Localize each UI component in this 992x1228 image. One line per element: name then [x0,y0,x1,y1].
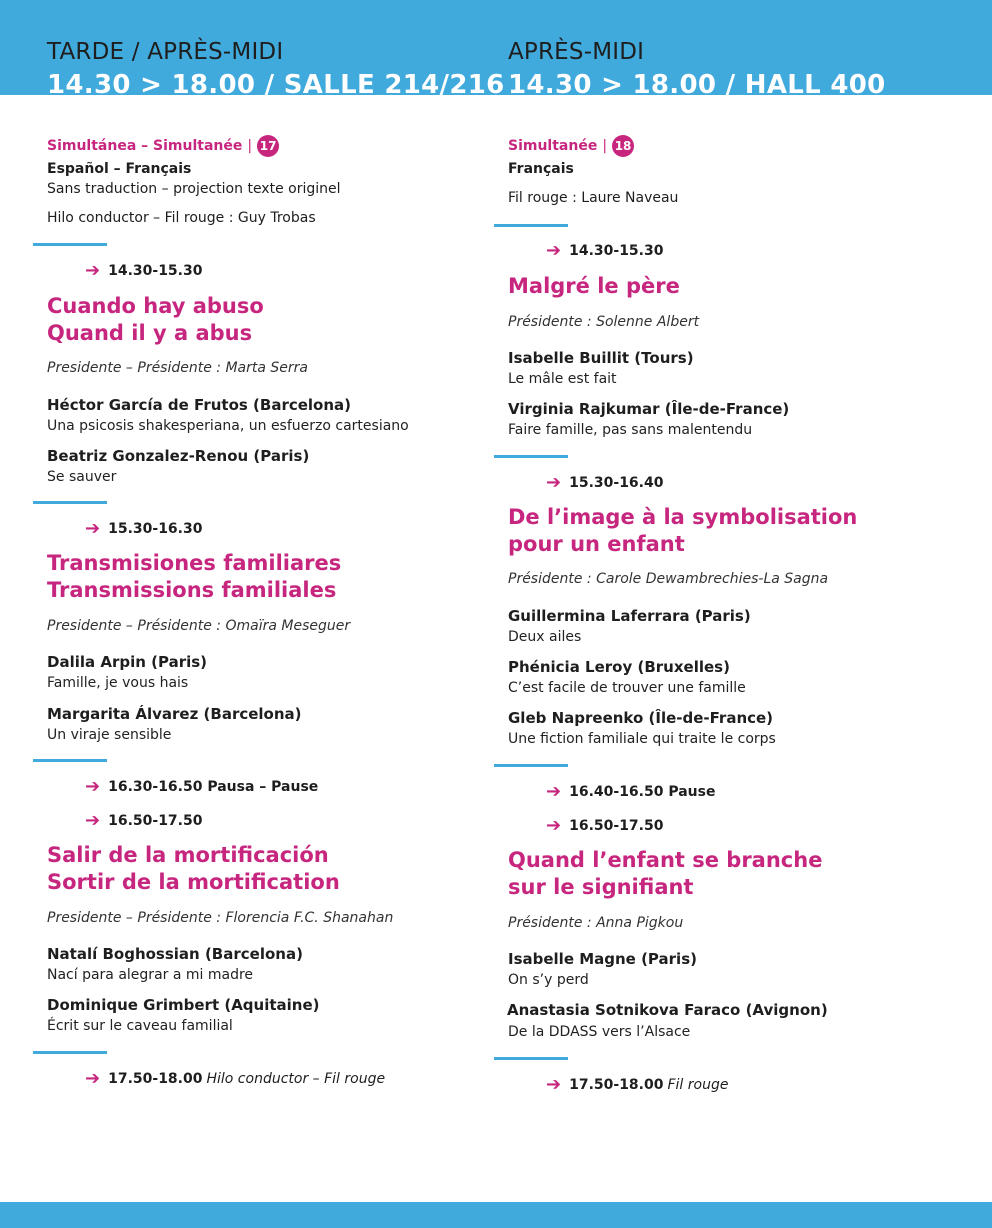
right-s3-speaker2-name: Anastasia Sotnikova Faraco (Avignon) [507,1001,828,1019]
left-header-time-room: 14.30 > 18.00 / SALLE 214/216 [47,70,505,100]
title-line-fr: Sortir de la mortification [47,870,340,894]
left-s3-president: Presidente – Présidente : Florencia F.C. Shanahan [47,910,394,926]
left-s2-speaker1-talk: Famille, je vous hais [47,675,189,691]
session-number-badge: 18 [612,135,634,157]
left-s2-title [47,550,341,604]
left-s2-speaker1-name: Dalila Arpin (Paris) [47,653,208,671]
right-header-time-room: 14.30 > 18.00 / HALL 400 [508,70,886,100]
right-s1-speaker1-name: Isabelle Buillit (Tours) [508,349,694,367]
right-s2-speaker3-name: Gleb Napreenko (Île-de-France) [508,709,774,727]
right-s2-speaker3-talk: Une fiction familiale qui traite le corps [508,731,776,747]
right-s1-speaker1-talk: Le mâle est fait [508,371,617,387]
final-label: Fil rouge [667,1077,729,1093]
arrow-right-icon: ➔ [546,781,562,802]
divider [33,1051,107,1054]
left-s2-president: Presidente – Présidente : Omaïra Meseguer [47,618,351,634]
right-final [546,1076,728,1094]
title-line-fr: Quand il y a abus [47,321,253,345]
arrow-right-icon: ➔ [85,810,101,831]
footer-band [0,1202,992,1228]
title-line-fr: Transmissions familiales [47,578,337,602]
left-no-translation: Sans traduction – projection texte originel [47,181,341,197]
time-text: 14.30-15.30 [108,263,203,279]
title-line-1: De l’image à la symbolisation [508,505,858,529]
time-text: 16.50-17.50 [108,813,203,829]
left-final [85,1070,385,1088]
left-s2-speaker2-name: Margarita Álvarez (Barcelona) [47,705,302,723]
title-line-2: sur le signifiant [508,875,694,899]
left-fil-rouge: Hilo conductor – Fil rouge : Guy Trobas [47,210,316,226]
left-s3-title [47,842,340,896]
divider [494,1057,568,1060]
divider [33,501,107,504]
left-simultaneous-label [47,135,279,157]
title-line-1: Quand l’enfant se branche [508,848,823,872]
right-s2-speaker1-talk: Deux ailes [508,629,582,645]
simul-text: Simultanée [508,138,598,154]
time-text: 17.50-18.00 [569,1077,664,1093]
left-s3-time [85,812,202,830]
divider [33,243,107,246]
title-line: Malgré le père [508,274,680,298]
right-s2-title [508,504,857,558]
title-line-es: Salir de la mortificación [47,843,329,867]
arrow-right-icon: ➔ [85,260,101,281]
time-text: 14.30-15.30 [569,243,664,259]
left-s1-president: Presidente – Présidente : Marta Serra [47,360,308,376]
left-s1-time [85,262,202,280]
right-s2-president: Présidente : Carole Dewambrechies-La Sagna [508,571,829,587]
arrow-right-icon: ➔ [546,815,562,836]
right-fil-rouge: Fil rouge : Laure Naveau [508,190,679,206]
time-text: 15.30-16.30 [108,521,203,537]
separator: | [602,138,608,154]
divider [494,764,568,767]
time-text: 16.50-17.50 [569,818,664,834]
left-s1-speaker2-name: Beatriz Gonzalez-Renou (Paris) [47,447,310,465]
arrow-right-icon: ➔ [546,472,562,493]
pause-text: 16.40-16.50 Pause [569,784,716,800]
right-s3-time [546,817,663,835]
right-s2-time [546,474,663,492]
right-simultaneous-label [508,135,634,157]
simul-text: Simultánea – Simultanée [47,138,243,154]
right-header-period: APRÈS-MIDI [508,39,645,65]
right-s1-president: Présidente : Solenne Albert [508,314,700,330]
left-s1-title [47,293,264,347]
left-header-period: TARDE / APRÈS-MIDI [47,39,284,65]
right-s1-speaker2-name: Virginia Rajkumar (Île-de-France) [508,400,790,418]
left-s3-speaker2-talk: Écrit sur le caveau familial [47,1018,233,1034]
divider [494,224,568,227]
right-s3-title [508,847,822,901]
divider [494,455,568,458]
left-languages: Español – Français [47,161,192,177]
left-pause [85,778,318,796]
time-text: 15.30-16.40 [569,475,664,491]
time-text: 17.50-18.00 [108,1071,203,1087]
left-s3-speaker1-name: Natalí Boghossian (Barcelona) [47,945,303,963]
left-s1-speaker1-name: Héctor García de Frutos (Barcelona) [47,396,352,414]
left-s1-speaker1-talk: Una psicosis shakesperiana, un esfuerzo cartesiano [47,418,409,434]
arrow-right-icon: ➔ [546,1074,562,1095]
right-pause [546,783,715,801]
right-s3-speaker1-talk: On s’y perd [508,972,589,988]
right-s1-time [546,242,663,260]
title-line-2: pour un enfant [508,532,685,556]
right-s3-president: Présidente : Anna Pigkou [508,915,684,931]
title-line-es: Transmisiones familiares [47,551,342,575]
left-s1-speaker2-talk: Se sauver [47,469,117,485]
right-s2-speaker2-talk: C’est facile de trouver une famille [508,680,746,696]
arrow-right-icon: ➔ [546,240,562,261]
session-number-badge: 17 [257,135,279,157]
right-s1-title [508,273,680,300]
right-s3-speaker2-talk: De la DDASS vers l’Alsace [508,1024,691,1040]
left-s2-time [85,520,202,538]
left-s2-speaker2-talk: Un viraje sensible [47,727,172,743]
right-s3-speaker1-name: Isabelle Magne (Paris) [508,950,697,968]
right-s2-speaker2-name: Phénicia Leroy (Bruxelles) [508,658,730,676]
divider [33,759,107,762]
separator: | [247,138,253,154]
arrow-right-icon: ➔ [85,518,101,539]
arrow-right-icon: ➔ [85,1068,101,1089]
arrow-right-icon: ➔ [85,776,101,797]
right-s2-speaker1-name: Guillermina Laferrara (Paris) [508,607,751,625]
final-label: Hilo conductor – Fil rouge [206,1071,386,1087]
left-s3-speaker1-talk: Nací para alegrar a mi madre [47,967,254,983]
pause-text: 16.30-16.50 Pausa – Pause [108,779,319,795]
right-languages: Français [508,161,574,177]
left-s3-speaker2-name: Dominique Grimbert (Aquitaine) [47,996,320,1014]
title-line-es: Cuando hay abuso [47,294,264,318]
right-s1-speaker2-talk: Faire famille, pas sans malentendu [508,422,753,438]
